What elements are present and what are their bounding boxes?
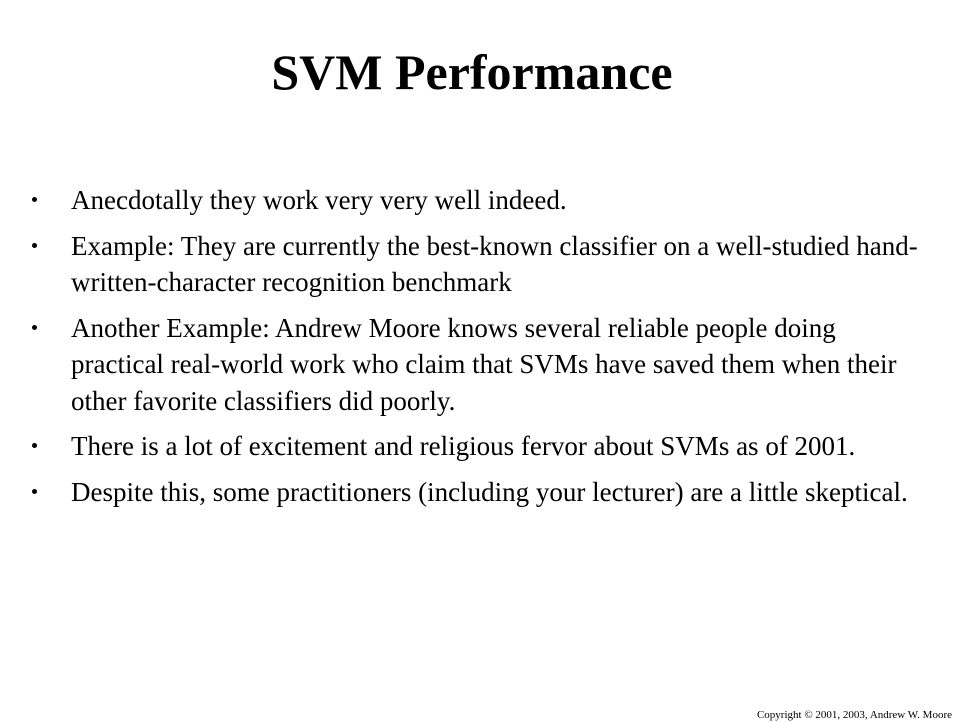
bullet-dot-icon: [32, 443, 37, 448]
bullet-text: Example: They are currently the best-known classifier on a well-studied hand-written-character recognition benchmark: [71, 230, 918, 297]
bullet-text: There is a lot of excitement and religious fervor about SVMs as of 2001.: [71, 431, 856, 461]
bullet-text: Another Example: Andrew Moore knows several reliable people doing practical real-world work who claim that SVMs have saved them when their other favorite classifiers did poorly.: [71, 312, 897, 416]
copyright-notice: Copyright © 2001, 2003, Andrew W. Moore: [756, 709, 952, 721]
bullet-item: [30, 228, 920, 301]
bullet-text: Despite this, some practitioners (including your lecturer) are a little skeptical.: [71, 476, 908, 507]
bullet-dot-icon: [32, 325, 37, 330]
bullet-text: Anecdotally they work very very well indeed.: [71, 185, 567, 215]
bullet-item: [30, 310, 920, 420]
bullet-dot-icon: [32, 489, 37, 494]
bullet-dot-icon: [32, 197, 37, 202]
bullet-item: [30, 474, 920, 511]
bullet-item: [30, 182, 920, 219]
bullet-item: [30, 428, 920, 465]
bullet-dot-icon: [32, 243, 37, 248]
slide-title: SVM Performance: [271, 44, 673, 100]
bullet-list: [30, 182, 920, 519]
